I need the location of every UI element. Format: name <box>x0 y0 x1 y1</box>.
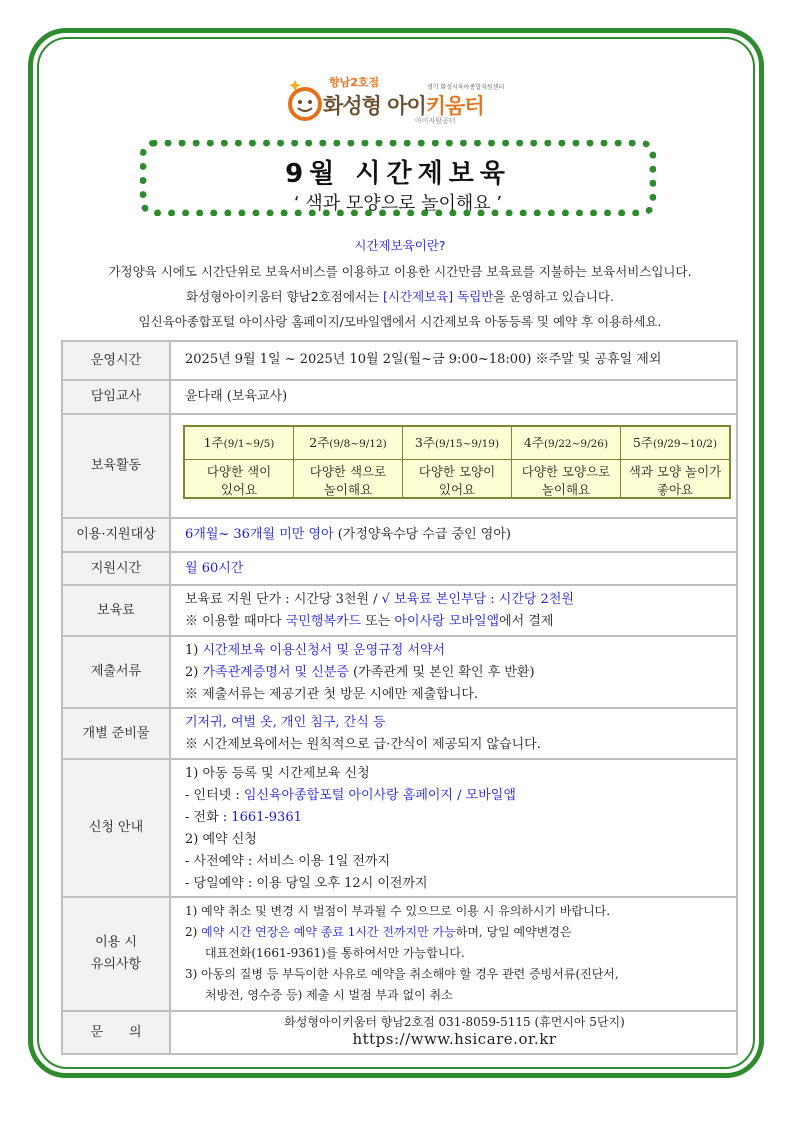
week-activity: 다양한 모양으로 <box>521 464 611 479</box>
value-apply <box>185 763 726 895</box>
value-notes <box>185 901 726 1006</box>
week-dates: (9/1~9/5) <box>223 438 275 450</box>
intro-line3: 임신육아종합포털 아이사랑 홈페이지/모바일앱에서 시간제보육 아동등록 및 예약 후 이용하세요. <box>138 314 662 329</box>
note-1: 1) 예약 취소 및 변경 시 벌점이 부과될 수 있으므로 이용 시 유의하시기 바랍니다. <box>185 904 611 918</box>
info-table <box>61 340 738 1055</box>
intro-line2-highlight: [시간제보육] 독립반 <box>383 289 494 304</box>
week-dates: (9/22~9/26) <box>543 438 609 450</box>
value-documents <box>185 640 726 706</box>
value-teacher: 윤다래 (보육교사) <box>185 389 288 404</box>
row-eligibility <box>63 517 736 551</box>
week-cell <box>621 427 729 497</box>
fee-note-c: 또는 <box>361 614 395 629</box>
label-supplies: 개별 준비물 <box>63 709 171 758</box>
note-2-num: 2) <box>185 925 202 939</box>
apply-advance: - 사전예약 : 서비스 이용 1일 전까지 <box>185 854 391 869</box>
page-subtitle: ‘ 색과 모양으로 놀이해요 ’ <box>293 193 503 214</box>
fee-app: 아이사랑 모바일앱 <box>394 614 500 629</box>
eligibility-age: 6개월~ 36개월 미만 영아 <box>185 527 334 542</box>
label-hours: 운영시간 <box>63 342 171 379</box>
value-hours: 2025년 9월 1일 ~ 2025년 10월 2일(월~금 9:00~18:00) ※주말 및 공휴일 제외 <box>185 352 662 367</box>
note-3-cont: 처방전, 영수증 등) 제출 시 벌점 부과 없이 취소 <box>205 988 453 1002</box>
logo <box>285 72 525 130</box>
intro-line2 <box>60 287 740 305</box>
week-activity: 있어요 <box>220 482 258 497</box>
page-title: 9월 시간제보육 <box>285 159 511 189</box>
row-documents <box>63 635 736 707</box>
note-2-cont: 대표전화(1661-9361)를 통하여서만 가능합니다. <box>205 946 465 960</box>
value-eligibility <box>185 524 726 546</box>
doc-application: 시간제보육 이용신청서 및 운영규정 서약서 <box>202 643 446 658</box>
title-box <box>140 140 656 216</box>
value-contact <box>173 1013 736 1048</box>
row-apply <box>63 758 736 896</box>
label-teacher: 담임교사 <box>63 381 171 413</box>
intro-line2-c: 을 운영하고 있습니다. <box>493 289 614 304</box>
apply-step1: 1) 아동 등록 및 시간제보육 신청 <box>185 766 370 781</box>
contact-info: 화성형아이키움터 향남2호점 031-8059-5115 (휴먼시아 5단지) <box>284 1015 625 1029</box>
week-head: 2주 <box>309 435 330 450</box>
intro-heading: 시간제보육이란? <box>354 238 446 253</box>
label-eligibility: 이용·지원대상 <box>63 519 171 551</box>
doc-num: 2) <box>185 665 203 680</box>
label-activities: 보육활동 <box>63 415 171 517</box>
logo-name <box>323 90 484 120</box>
eligibility-note: (가정양육수당 수급 중인 영아) <box>333 527 511 542</box>
doc-family-cert: 가족관계증명서 및 신분증 <box>202 665 349 680</box>
apply-same-day: - 당일예약 : 이용 당일 오후 12시 이전까지 <box>185 876 428 891</box>
label-fee: 보육료 <box>63 586 171 635</box>
logo-name-b: 키움터 <box>425 94 484 118</box>
label-support-hours: 지원시간 <box>63 553 171 584</box>
row-hours <box>63 342 736 379</box>
week-head: 4주 <box>523 435 544 450</box>
row-contact <box>63 1010 736 1053</box>
row-activities <box>63 413 736 517</box>
week-cell <box>512 427 621 497</box>
label-contact: 문 의 <box>63 1012 171 1053</box>
note-2-highlight: 예약 시간 연장은 예약 종료 1시간 전까지만 가능 <box>201 925 456 939</box>
logo-name-a: 화성형 아이 <box>323 94 426 118</box>
logo-tagline: 아이자람공터 <box>415 117 456 125</box>
intro-line2-a: 화성형아이키움터 향남2호점에서는 <box>186 289 384 304</box>
value-supplies <box>185 712 726 756</box>
label-notes-2: 유의사항 <box>90 957 142 972</box>
week-activity: 색과 모양 놀이가 <box>628 464 722 479</box>
week-head: 1주 <box>203 435 224 450</box>
week-head: 5주 <box>632 435 653 450</box>
note-3: 3) 아동의 질병 등 부득이한 사유로 예약을 취소해야 할 경우 관련 증빙서류(진단서, <box>185 967 619 981</box>
week-activity: 좋아요 <box>656 482 694 497</box>
doc-num: 1) <box>185 643 203 658</box>
row-fee <box>63 584 736 635</box>
week-dates: (9/8~9/12) <box>329 438 387 450</box>
week-dates: (9/15~9/19) <box>434 438 500 450</box>
weekly-activity-table <box>183 425 731 499</box>
note-2-rest: 하며, 당일 예약변경은 <box>455 925 572 939</box>
week-activity: 다양한 색으로 <box>309 464 387 479</box>
label-notes <box>63 898 171 1010</box>
apply-step2: 2) 예약 신청 <box>185 832 257 847</box>
logo-org: 경기 화성시육아종합지원센터 <box>427 84 505 91</box>
child-face-icon <box>285 78 323 122</box>
row-teacher <box>63 379 736 413</box>
logo-branch: 향남2호점 <box>329 76 380 89</box>
apply-phone-number[interactable]: 1661-9361 <box>231 810 302 825</box>
week-cell <box>185 427 294 497</box>
fee-note-a: ※ 이용할 때마다 <box>185 614 286 629</box>
week-activity: 다양한 모양이 <box>418 464 496 479</box>
week-dates: (9/29~10/2) <box>652 438 718 450</box>
doc-family-note: (가족관계 및 본인 확인 후 반환) <box>348 665 535 680</box>
apply-phone-label: - 전화 : <box>185 810 232 825</box>
intro-line1: 가정양육 시에도 시간단위로 보육서비스를 이용하고 이용한 시간만큼 보육료를 지불하는 보육서비스입니다. <box>108 264 692 279</box>
contact-url[interactable]: https://www.hsicare.or.kr <box>352 1030 557 1048</box>
supplies-note: ※ 시간제보육에서는 원칙적으로 급·간식이 제공되지 않습니다. <box>185 737 541 752</box>
row-supplies <box>63 707 736 758</box>
label-notes-1: 이용 시 <box>95 935 137 950</box>
week-activity: 놀이해요 <box>323 482 373 497</box>
row-notes <box>63 896 736 1010</box>
week-activity: 다양한 색이 <box>206 464 272 479</box>
apply-internet-label: - 인터넷 : <box>185 788 244 803</box>
week-head: 3주 <box>414 435 435 450</box>
label-apply: 신청 안내 <box>63 760 171 896</box>
value-fee <box>185 589 726 633</box>
fee-self-pay: √ 보육료 본인부담 : 시간당 2천원 <box>381 592 574 607</box>
doc-note: ※ 제출서류는 제공기관 첫 방문 시에만 제출합니다. <box>185 687 479 702</box>
fee-card: 국민행복카드 <box>285 614 362 629</box>
supplies-list: 기저귀, 여벌 옷, 개인 침구, 간식 등 <box>185 715 386 730</box>
label-documents: 제출서류 <box>63 637 171 707</box>
week-activity: 있어요 <box>438 482 476 497</box>
week-cell <box>403 427 512 497</box>
fee-unit: 보육료 지원 단가 : 시간당 3천원 / <box>185 592 382 607</box>
apply-internet-link[interactable]: 임신육아종합포털 아이사랑 홈페이지 / 모바일앱 <box>243 788 516 803</box>
value-support-hours: 월 60시간 <box>185 561 244 576</box>
week-cell <box>294 427 403 497</box>
fee-note-e: 에서 결제 <box>499 614 554 629</box>
row-support-hours <box>63 551 736 584</box>
week-activity: 놀이해요 <box>541 482 591 497</box>
